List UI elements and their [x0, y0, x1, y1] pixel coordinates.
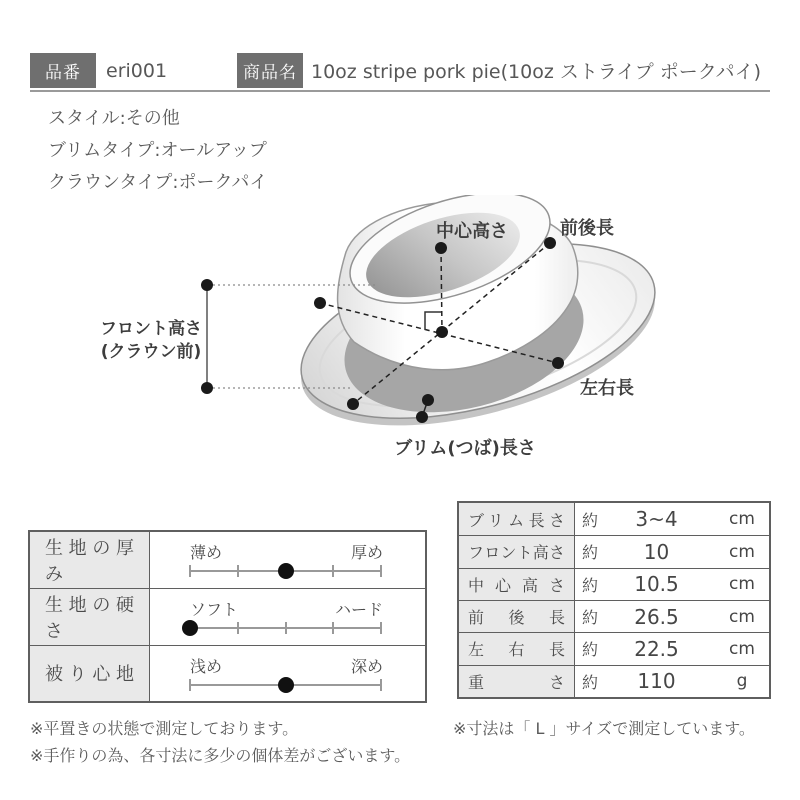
slider-max-label: 厚め — [350, 543, 383, 562]
footnote-measured-flat: ※平置きの状態で測定しております。 — [30, 719, 299, 738]
slider-min-label: 薄め — [190, 543, 223, 562]
label-front-back-length: 前後長 — [560, 218, 614, 239]
size-row-label: 前後長 — [459, 601, 575, 632]
feel-row-label: 生地の厚み — [30, 532, 150, 588]
slider-track — [190, 684, 381, 686]
table-row — [30, 588, 425, 644]
label-center-height: 中心高さ — [436, 221, 508, 242]
slider-track — [190, 570, 381, 572]
fabric-thickness-slider — [150, 532, 425, 588]
size-row-label: フロント高さ — [459, 536, 575, 567]
approx-prefix: 約 — [582, 510, 599, 530]
item-number-value: eri001 — [106, 59, 168, 82]
table-row — [459, 503, 769, 535]
size-value: 22.5 — [634, 636, 679, 661]
slider-max-label: ハード — [334, 600, 383, 620]
approx-prefix: 約 — [582, 672, 599, 692]
fabric-feel-table — [28, 530, 427, 703]
attribute-brim-type: ブリムタイプ:オールアップ — [48, 140, 267, 161]
label-left-right-length: 左右長 — [580, 378, 634, 399]
product-name-value: 10oz stripe pork pie(10oz ストライプ ポークパイ) — [311, 61, 762, 83]
footnote-size-basis: ※寸法は「 L 」サイズで測定しています。 — [453, 719, 755, 738]
fit-depth-slider — [150, 646, 425, 701]
size-unit: cm — [729, 574, 755, 595]
slider-min-label: 浅め — [190, 656, 223, 676]
table-row — [459, 535, 769, 567]
label-front-height-line1: フロント高さ — [100, 319, 202, 339]
size-table — [457, 501, 771, 699]
table-row — [459, 632, 769, 664]
size-row-label: 中心高さ — [459, 569, 575, 600]
size-value: 10.5 — [634, 572, 679, 597]
table-row — [459, 600, 769, 632]
size-unit: cm — [729, 638, 755, 659]
slider-dot — [278, 677, 294, 693]
size-value: 26.5 — [634, 604, 679, 629]
table-row — [459, 665, 769, 697]
slider-dot — [182, 620, 198, 636]
size-unit: g — [736, 671, 748, 692]
label-front-height — [92, 318, 210, 364]
size-value: 3~4 — [635, 507, 678, 532]
table-row — [459, 568, 769, 600]
size-unit: cm — [729, 541, 755, 562]
table-row — [30, 645, 425, 701]
slider-min-label: ソフト — [190, 600, 239, 620]
size-row-label: ブリム長さ — [459, 503, 575, 535]
size-row-label: 重さ — [459, 666, 575, 697]
feel-row-label: 生地の硬さ — [30, 589, 150, 644]
size-value: 110 — [637, 669, 676, 694]
size-unit: cm — [729, 509, 755, 530]
size-row-label: 左右長 — [459, 633, 575, 664]
label-brim-length: ブリム(つば)長さ — [394, 438, 536, 459]
slider-max-label: 深め — [350, 656, 383, 676]
attribute-crown-type: クラウンタイプ:ポークパイ — [48, 172, 268, 193]
approx-prefix: 約 — [582, 575, 599, 595]
footnote-handmade-variance: ※手作りの為、各寸法に多少の個体差がございます。 — [30, 746, 411, 765]
item-number-label-box: 品番 — [30, 53, 96, 88]
header-divider — [30, 90, 770, 92]
approx-prefix: 約 — [582, 543, 599, 563]
attribute-style: スタイル:その他 — [48, 108, 180, 129]
fabric-stiffness-slider — [150, 589, 425, 644]
approx-prefix: 約 — [582, 608, 599, 628]
table-row — [30, 532, 425, 588]
feel-row-label: 被り心地 — [30, 646, 150, 701]
product-name-label-box: 商品名 — [237, 53, 303, 88]
slider-track — [190, 627, 381, 629]
label-front-height-line2: (クラウン前) — [100, 342, 202, 362]
approx-prefix: 約 — [582, 640, 599, 660]
slider-dot — [278, 563, 294, 579]
size-unit: cm — [729, 606, 755, 627]
size-value: 10 — [643, 539, 670, 564]
